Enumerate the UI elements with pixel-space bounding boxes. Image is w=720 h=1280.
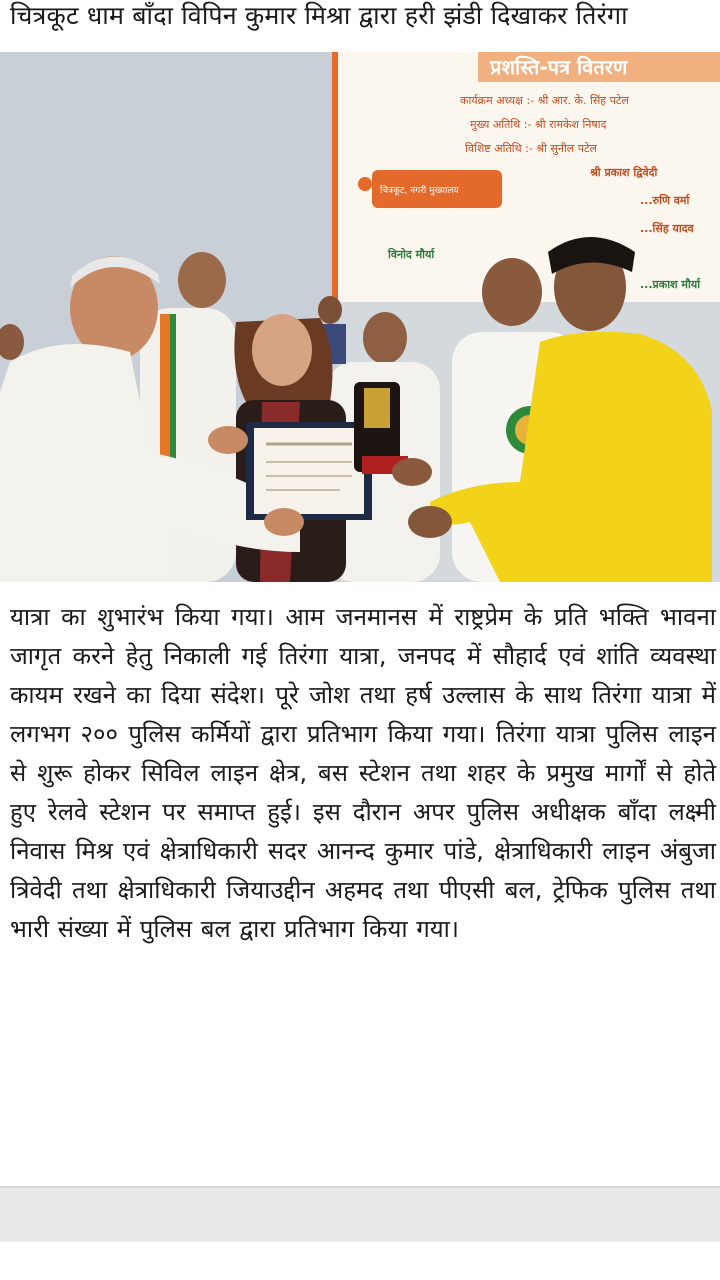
- bottom-spacer: [0, 1242, 720, 1280]
- article-body: यात्रा का शुभारंभ किया गया। आम जनमानस में राष्ट्रप्रेम के प्रति भक्ति भावना जागृत करने हेतु निकाली गई तिरंगा यात्रा, जनपद में सौहार्द एवं शांति व्यवस्था कायम रखने का दिया संदेश। पूरे जोश तथा हर्ष उल्लास के साथ तिरंगा यात्रा में लगभग २०० पुलिस कर्मियों द्वारा प्रतिभाग किया गया। तिरंगा यात्रा पुलिस लाइन से शुरू होकर सिविल लाइन क्षेत्र, बस स्टेशन तथा शहर के प्रमुख मार्गों से होते हुए रेलवे स्टेशन पर समाप्त हुई। इस दौरान अपर पुलिस अधीक्षक बाँदा लक्ष्मी निवास मिश्र एवं क्षेत्राधिकारी सदर आनन्द कुमार पांडे, क्षेत्राधिकारी लाइन अंबुजा त्रिवेदी तथा क्षेत्राधिकारी जियाउद्दीन अहमद तथा पीएसी बल, ट्रेफिक पुलिस तथा भारी संख्या में पुलिस बल द्वारा प्रतिभाग किया गया।: [10, 603, 716, 943]
- banner-line-6: ...सिंह यादव: [640, 222, 694, 235]
- banner-name-left: विनोद मौर्या: [388, 248, 435, 261]
- award-ceremony-photo: [0, 52, 720, 582]
- news-photo: [0, 52, 720, 582]
- banner-name-right: ...प्रकाश मौर्या: [640, 278, 701, 291]
- venue-text: चित्रकूट, नगरी मुख्यालय: [380, 186, 459, 196]
- banner-line-1: कार्यक्रम अध्यक्ष :- श्री आर. के. सिंह पटेल: [460, 94, 629, 107]
- banner-line-5: ...रुणि वर्मा: [640, 194, 690, 207]
- bottom-bar: [0, 1186, 720, 1242]
- article-top-line: चित्रकूट धाम बाँदा विपिन कुमार मिश्रा द्वारा हरी झंडी दिखाकर तिरंगा: [10, 1, 628, 30]
- banner-title: प्रशस्ति-पत्र वितरण: [490, 55, 628, 79]
- location-pin-icon: [358, 177, 372, 191]
- certificate: [246, 422, 372, 520]
- banner-line-2: मुख्य अतिथि :- श्री रामकेश निषाद: [470, 118, 607, 131]
- banner-line-3: विशिष्ट अतिथि :- श्री सुनील पटेल: [465, 142, 598, 155]
- memento-trophy: [354, 382, 408, 474]
- banner-line-4: श्री प्रकाश द्विवेदी: [590, 166, 658, 179]
